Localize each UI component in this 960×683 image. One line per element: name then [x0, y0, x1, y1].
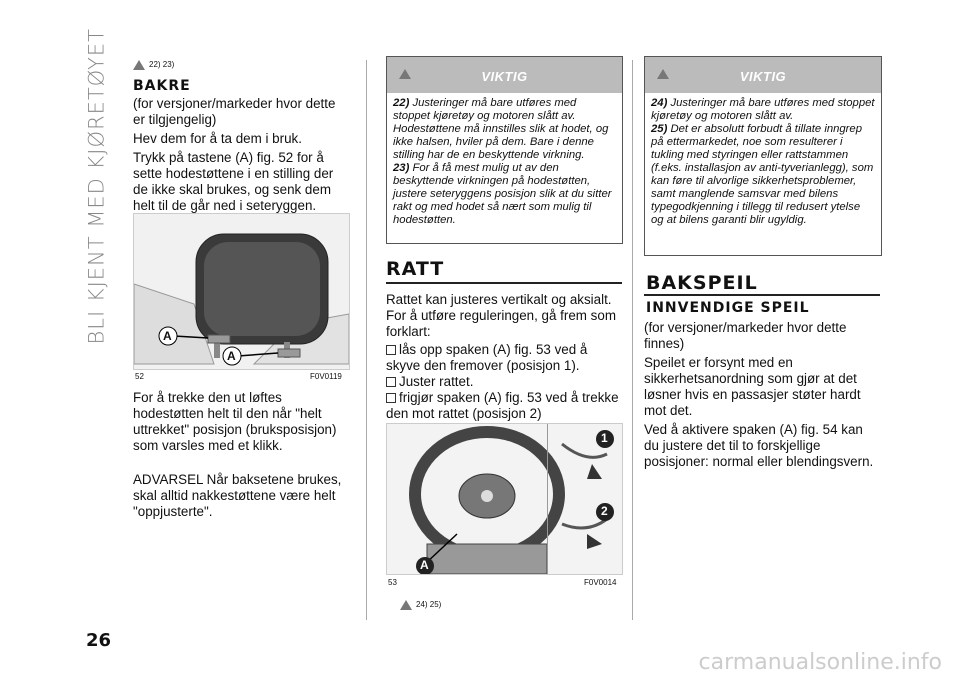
watermark: carmanualsonline.info: [698, 650, 942, 675]
section-heading-bakspeil: BAKSPEIL: [646, 272, 758, 294]
section-heading-ratt: RATT: [386, 258, 445, 280]
callout-a: A: [227, 349, 236, 363]
figure-number: 53: [388, 578, 397, 587]
warning-note: 23) For å få mest mulig ut av den beskyttende virkningen på hodestøtten, justere seteryggens posisjon slik at du sitter rakt og med hodet så nært som mulig til hodestøtten.: [393, 162, 612, 226]
bullet-item: frigjør spaken (A) fig. 53 ved å trekke den mot rattet (posisjon 2): [386, 390, 619, 421]
note-refs-top: 22) 23): [133, 60, 174, 70]
paragraph: For å trekke den ut løftes hodestøtten helt til den når "helt uttrekket" posisjon (bruksposisjon) som varsles med et klikk.: [133, 390, 337, 453]
bullet-icon: [386, 345, 396, 355]
bullet-item: lås opp spaken (A) fig. 53 ved å skyve den fremover (posisjon 1).: [386, 342, 588, 373]
warning-icon: [133, 60, 145, 70]
bullet-icon: [386, 393, 396, 403]
warning-box-title: VIKTIG: [739, 69, 787, 84]
figure-code: F0V0014: [584, 578, 617, 587]
warning-icon: [400, 600, 412, 610]
steering-illustration: [387, 424, 622, 574]
figure-number: 52: [135, 372, 144, 381]
figure-52-headrest: [133, 213, 350, 370]
paragraph: Speilet er forsynt med en sikkerhetsanordning som gjør at det løsner hvis en passasjer støter hardt mot det.: [644, 355, 861, 418]
warning-box: [644, 56, 882, 256]
figure-53-steering-wheel: [386, 423, 623, 575]
warning-box-header: [645, 57, 881, 93]
subheading-innvendige-speil: INNVENDIGE SPEIL: [646, 300, 810, 316]
paragraph: (for versjoner/markeder hvor dette er tilgjengelig): [133, 96, 336, 127]
figure-code: F0V0119: [310, 372, 342, 381]
paragraph: Rattet kan justeres vertikalt og aksialt. For å utføre reguleringen, gå frem som forklart:: [386, 292, 616, 339]
warning-box: [386, 56, 623, 244]
section-heading-bakre: BAKRE: [133, 78, 191, 94]
heading-rule: [644, 294, 880, 296]
heading-rule: [386, 282, 622, 284]
paragraph: Trykk på tastene (A) fig. 52 for å sette hodestøttene i en stilling der de ikke skal brukes, og senk dem helt til de går ned i seteryggen.: [133, 150, 334, 213]
warning-box-title: VIKTIG: [481, 69, 528, 84]
warning-note: 25) Det er absolutt forbudt å tillate inngrep på ettermarkedet, noe som resulterer i tukling med styringen eller rattstammen (f.eks. installasjon av anti-tyverianlegg), som kan føre til alvorlige sikkerhetsproblemer, samt manglende samsvar med bilens typegodkjenning i tillegg til redusert ytelse og at bilens garanti blir ugyldig.: [651, 123, 874, 226]
callout-1: 1: [601, 431, 608, 445]
callout-a: A: [163, 329, 172, 343]
paragraph: Hev dem for å ta dem i bruk.: [133, 131, 302, 146]
paragraph: ADVARSEL Når baksetene brukes, skal alltid nakkestøttene være helt "oppjusterte".: [133, 472, 342, 519]
page-number: 26: [86, 630, 112, 651]
note-refs-bottom: 24) 25): [400, 600, 441, 610]
paragraph: Ved å aktivere spaken (A) fig. 54 kan du justere det til to forskjellige posisjoner: normal eller blendingsvern.: [644, 422, 874, 469]
paragraph: (for versjoner/markeder hvor dette finnes): [644, 320, 847, 351]
warning-note: 24) Justeringer må bare utføres med stoppet kjøretøy og motoren slått av.: [651, 97, 875, 122]
bullet-item: Juster rattet.: [386, 374, 622, 390]
chapter-side-title: BLI KJENT MED KJØRETØYET: [84, 28, 109, 345]
column-divider: [632, 60, 633, 620]
headrest-illustration: [134, 214, 349, 369]
warning-box-header: [387, 57, 622, 93]
callout-a: A: [420, 558, 429, 572]
warning-note: 22) Justeringer må bare utføres med stoppet kjøretøy og motoren slått av. Hodestøttene må innstilles slik at hodet, og ikke halsen, hviler på dem. Bare i denne stilling har de en beskyttende virkning.: [393, 97, 609, 161]
callout-2: 2: [601, 504, 608, 518]
column-divider: [366, 60, 367, 620]
bullet-icon: [386, 377, 396, 387]
